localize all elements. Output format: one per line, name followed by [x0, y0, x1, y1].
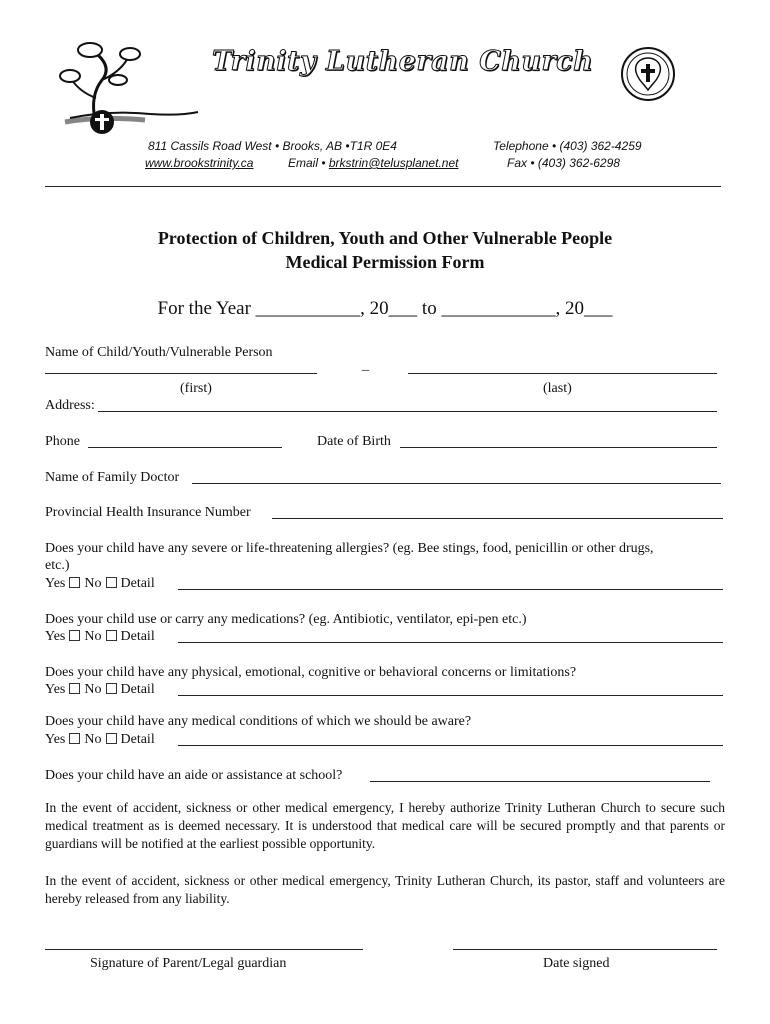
- yes-checkbox[interactable]: [69, 630, 80, 641]
- church-address: 811 Cassils Road West • Brooks, AB •T1R 0E4: [148, 139, 397, 153]
- parent-signature-field[interactable]: [45, 949, 363, 950]
- date-signed-label: Date signed: [543, 956, 610, 971]
- detail-label: Detail: [120, 576, 155, 591]
- allergies-options: [45, 576, 155, 592]
- health-number-label: Provincial Health Insurance Number: [45, 505, 251, 520]
- yes-checkbox[interactable]: [69, 733, 80, 744]
- phone-label: Phone: [45, 434, 80, 449]
- concerns-question: Does your child have any physical, emotional, cognitive or behavioral concerns or limitations?: [45, 665, 577, 680]
- no-checkbox[interactable]: [106, 577, 117, 588]
- allergies-question: Does your child have any severe or life-threatening allergies? (eg. Bee stings, food, penicillin or other drugs,: [45, 541, 654, 556]
- address-label: Address:: [45, 398, 95, 413]
- no-label: No: [84, 629, 102, 644]
- release-paragraph: In the event of accident, sickness or other medical emergency, Trinity Lutheran Church, its pastor, staff and volunteers are hereby released from any liability.: [45, 873, 725, 906]
- church-telephone: Telephone • (403) 362-4259: [493, 139, 642, 153]
- church-name: Trinity Lutheran Church: [212, 46, 594, 77]
- allergies-question-cont: etc.): [45, 558, 70, 573]
- yes-label: Yes: [45, 576, 66, 591]
- doctor-field[interactable]: [192, 483, 721, 484]
- yes-checkbox[interactable]: [69, 577, 80, 588]
- no-label: No: [84, 732, 102, 747]
- church-email-link[interactable]: brkstrin@telusplanet.net: [328, 156, 459, 170]
- no-checkbox[interactable]: [106, 683, 117, 694]
- first-name-label: (first): [180, 381, 212, 396]
- detail-label: Detail: [120, 629, 155, 644]
- health-number-field[interactable]: [272, 518, 723, 519]
- conditions-options: [45, 732, 155, 748]
- church-email: Email • brkstrin@telusplanet.net: [288, 156, 459, 170]
- yes-checkbox[interactable]: [69, 683, 80, 694]
- church-website-link[interactable]: www.brookstrinity.ca: [145, 156, 254, 170]
- concerns-options: [45, 682, 155, 698]
- form-title: Protection of Children, Youth and Other Vulnerable People: [157, 228, 613, 248]
- luther-rose-seal: [620, 46, 676, 102]
- medications-detail-field[interactable]: [178, 642, 723, 643]
- first-name-field[interactable]: [45, 373, 317, 374]
- yes-label: Yes: [45, 629, 66, 644]
- authorization-paragraph: In the event of accident, sickness or other medical emergency, I hereby authorize Trinity Lutheran Church to secure such medical treatment as is deemed necessary. It is understood that medical care will be secured promptly and that parents or guardians will be notified at the earliest possible opportunity.: [45, 800, 725, 851]
- name-label: Name of Child/Youth/Vulnerable Person: [45, 345, 273, 360]
- address-field[interactable]: [98, 411, 717, 412]
- detail-label: Detail: [120, 732, 155, 747]
- concerns-detail-field[interactable]: [178, 695, 723, 696]
- church-fax: Fax • (403) 362-6298: [507, 156, 620, 170]
- form-subtitle: Medical Permission Form: [285, 252, 485, 272]
- yes-label: Yes: [45, 682, 66, 697]
- name-dash: _: [362, 358, 369, 373]
- header-rule: [45, 186, 721, 187]
- year-line: For the Year ___________, 20___ to ____________, 20___: [157, 298, 613, 319]
- no-checkbox[interactable]: [106, 733, 117, 744]
- aide-question: Does your child have an aide or assistance at school?: [45, 768, 343, 783]
- last-name-field[interactable]: [408, 373, 717, 374]
- doctor-label: Name of Family Doctor: [45, 470, 180, 485]
- phone-field[interactable]: [88, 447, 282, 448]
- date-signed-field[interactable]: [453, 949, 717, 950]
- yes-label: Yes: [45, 732, 66, 747]
- no-label: No: [84, 576, 102, 591]
- dob-label: Date of Birth: [317, 434, 391, 449]
- dob-field[interactable]: [400, 447, 717, 448]
- conditions-detail-field[interactable]: [178, 745, 723, 746]
- detail-label: Detail: [120, 682, 155, 697]
- allergies-detail-field[interactable]: [178, 589, 723, 590]
- aide-field[interactable]: [370, 781, 710, 782]
- vine-logo: [50, 40, 200, 140]
- medications-options: [45, 629, 155, 645]
- no-checkbox[interactable]: [106, 630, 117, 641]
- parent-signature-label: Signature of Parent/Legal guardian: [90, 956, 287, 971]
- no-label: No: [84, 682, 102, 697]
- medications-question: Does your child use or carry any medications? (eg. Antibiotic, ventilator, epi-pen etc.): [45, 612, 527, 627]
- last-name-label: (last): [543, 381, 572, 396]
- conditions-question: Does your child have any medical conditions of which we should be aware?: [45, 714, 472, 729]
